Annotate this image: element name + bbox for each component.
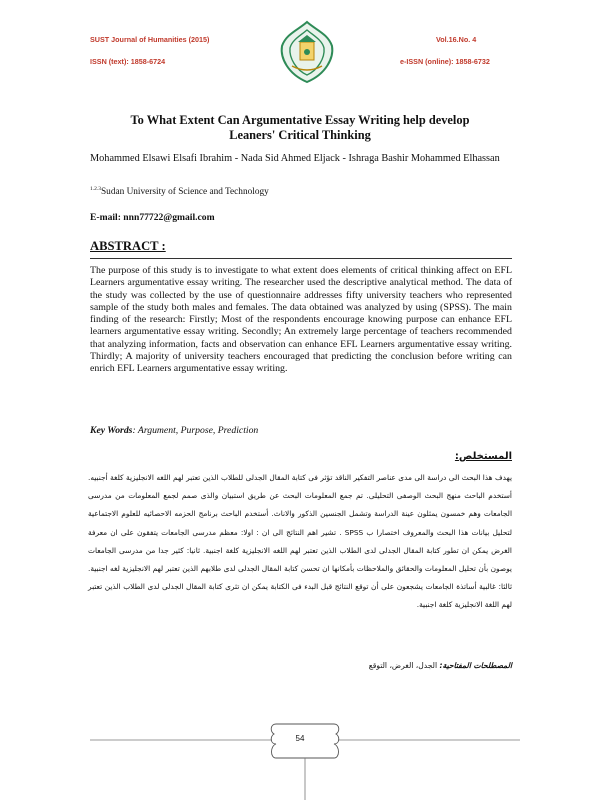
arabic-keywords-text: الجدل، الغرض، التوقع bbox=[368, 661, 440, 670]
arabic-abstract-heading: المستخلص: bbox=[454, 451, 512, 462]
affiliation bbox=[90, 186, 269, 197]
title-line-2: Leaners' Critical Thinking bbox=[229, 128, 371, 142]
title-line-1: To What Extent Can Argumentative Essay Writing help develop bbox=[130, 113, 470, 127]
paper-title bbox=[80, 113, 520, 143]
footer-ornament bbox=[90, 700, 520, 800]
keywords-text: : Argument, Purpose, Prediction bbox=[132, 425, 259, 436]
issn-online: e-ISSN (online): 1858-6732 bbox=[400, 57, 490, 66]
arabic-abstract-text: يهدف هذا البحث الى دراسة الى مدى عناصر التفكير الناقد تؤثر فى كتابة المقال الجدلى للطلاب الذين تعتبر لهم اللغه الانجليزية كلغة أجنبيه. أستخدم الباحث منهج البحث الوصفى التحليلى. تم جمع المعلومات البحث عن طريق استبيان والذى صمم لجمع المعلومات من مدرسى الجامعات وهم خمسون يمثلون عينة الدراسة وتشمل الجنسين الذكور والاناث. أستخدم الباحث برنامج الحزمه الاحصائيه للعلوم الاجتماعية لتحليل بيانات هذا البحث والمعروف اختصارا ب SPSS . تشير اهم النتائج الى ان : اولا: معظم مدرسى الجامعات يتفقون على ان معرفة الغرض يمكن ان تطور كتابة المقال الجدلى لدى الطلاب الذين تعتبر لهم اللغه الانجليزية كلغة اجنبية. ثانيا: كثير جدا من مدرسى الجامعات يوصون بأن تحليل المعلومات والحقائق والملاحظات بأمكانها ان تحسن كتابة المقال الجدلى لدى طلابهم الذين تعتبر لهم الانجليزية لغه اجنبية. ثالثا: غالبية أساتذة الجامعات يشجعون على أن توقع النتائج قبل البدء فى الكتابة يمكن ان تثرى كتابة المقال الجدلى لدى الطلاب الذين تعتبر لهم اللغة الانجليزية كلغة اجنبية. bbox=[88, 473, 512, 610]
page-number: 54 bbox=[295, 734, 305, 743]
affiliation-marks: 1.2.3 bbox=[90, 186, 101, 192]
abstract-heading: ABSTRACT : bbox=[90, 239, 166, 253]
university-logo bbox=[276, 18, 338, 86]
keywords-label: Key Words bbox=[90, 425, 133, 436]
affiliation-text: Sudan University of Science and Technology bbox=[101, 187, 269, 197]
author-list: Mohammed Elsawi Elsafi Ibrahim - Nada Sid Ahmed Eljack - Ishraga Bashir Mohammed Elhassan bbox=[90, 153, 500, 164]
issn-text: ISSN (text): 1858-6724 bbox=[90, 57, 166, 66]
contact-email[interactable]: E-mail: nnn77722@gmail.com bbox=[90, 212, 215, 223]
journal-name: SUST Journal of Humanities (2015) bbox=[90, 35, 210, 44]
keywords bbox=[90, 425, 258, 436]
divider bbox=[90, 258, 512, 259]
abstract-text: The purpose of this study is to investigate to what extent does elements of critical thinking affect on EFL Learners argumentative essay writing. The researcher used the descriptive analytical method. The data of the study was collected by the use of questionnaire addresses fifty university teachers who represented sample of the study both males and females. The data obtained was analyzed by using (SPSS). The main finding of the research: Firstly; Most of the respondents encourage knowing purpose can enhance EFL learners argumentative essay writing. Secondly; An extremely large percentage of teachers recommended that analyzing information, facts and observation can enhance EFL Learners argumentative essay writing. Thirdly; A majority of university teachers encouraged that predicting the conclusion before writing can enrich EFL Learners argumentative essay writing. bbox=[90, 265, 512, 375]
volume-number: Vol.16.No. 4 bbox=[436, 35, 477, 44]
arabic-keywords-label: المصطلحات المفتاحية: bbox=[439, 661, 512, 670]
arabic-keywords bbox=[369, 661, 512, 670]
